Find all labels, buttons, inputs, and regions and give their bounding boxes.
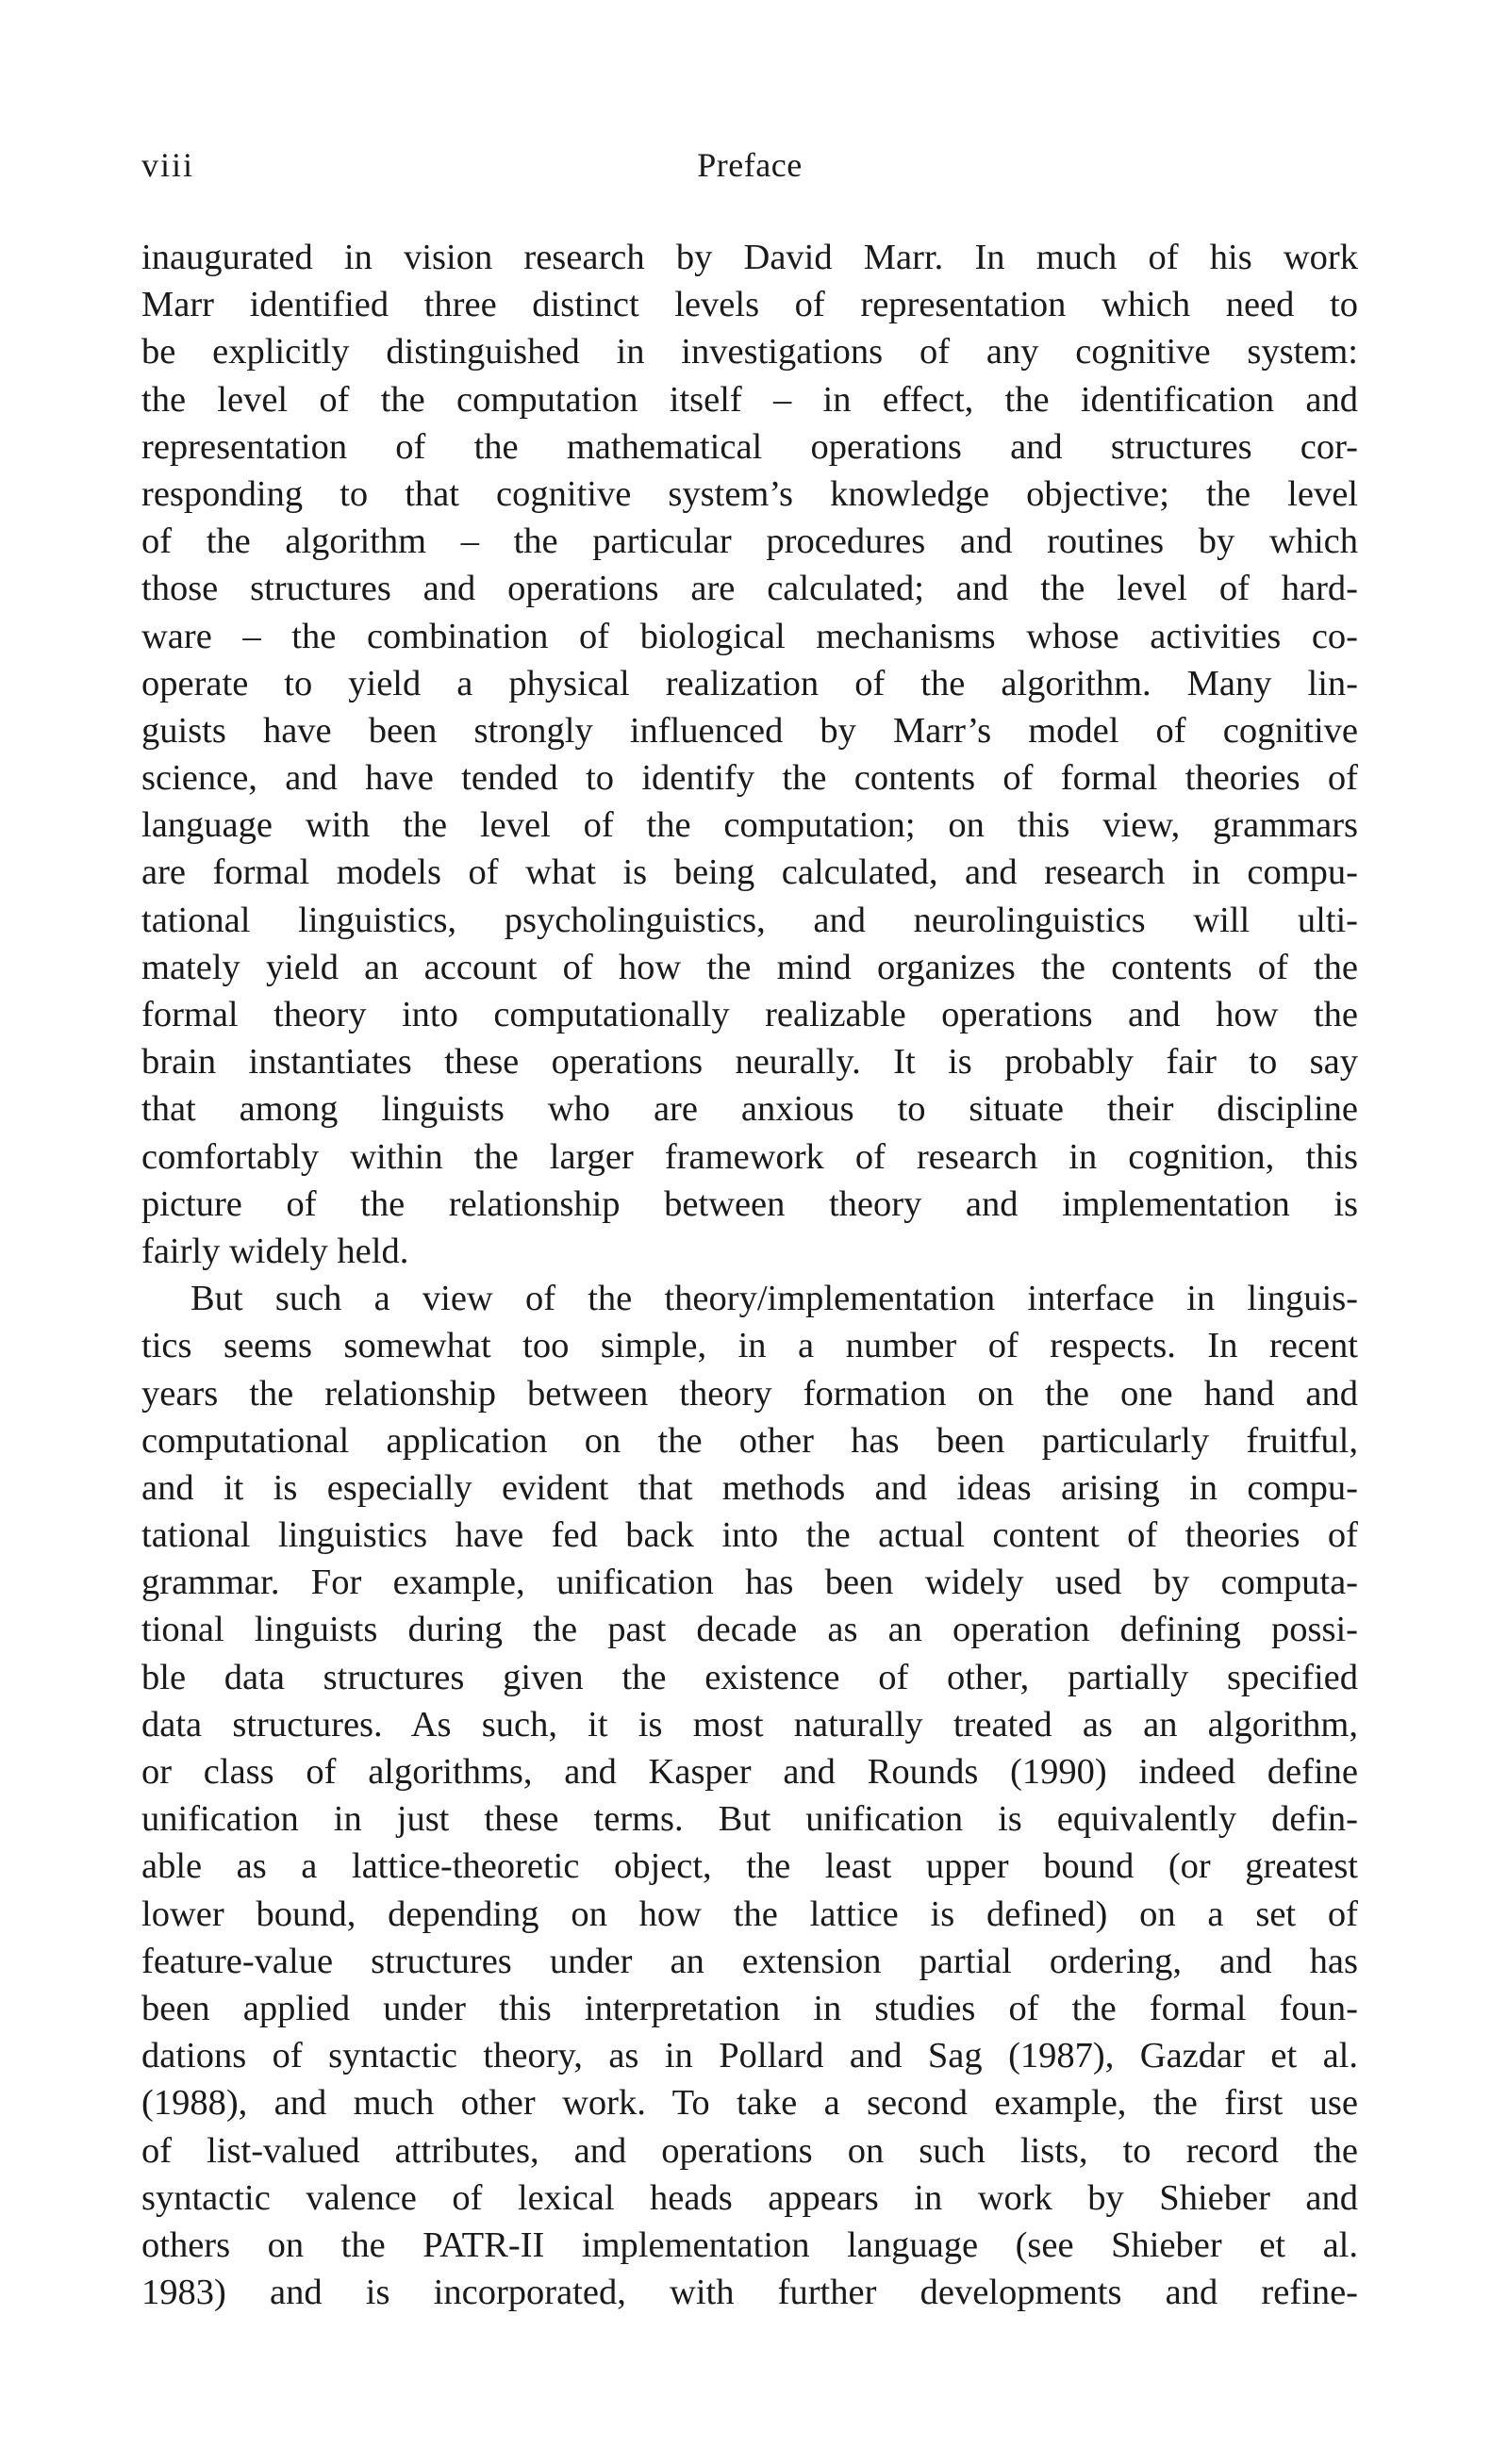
text-line: feature-value structures under an extension partial ordering, and has	[141, 1941, 1358, 1981]
text-line: data structures. As such, it is most naturally treated as an algorithm,	[141, 1704, 1358, 1745]
text-line: of the algorithm – the particular procedures and routines by which	[141, 521, 1358, 562]
text-line: and it is especially evident that methods and ideas arising in compu-	[141, 1467, 1358, 1508]
text-line: guists have been strongly influenced by Marr’s model of cognitive	[141, 710, 1358, 751]
text-line: tational linguistics have fed back into the actual content of theories of	[141, 1515, 1358, 1556]
text-line: others on the PATR-II implementation language (see Shieber et al.	[141, 2224, 1358, 2265]
text-line: tional linguists during the past decade as an operation defining possi-	[141, 1610, 1358, 1650]
text-line: tics seems somewhat too simple, in a number of respects. In recent	[141, 1326, 1358, 1366]
text-line: 1983) and is incorporated, with further developments and refine-	[141, 2273, 1358, 2313]
text-line: grammar. For example, unification has been widely used by computa-	[141, 1563, 1358, 1603]
text-line: syntactic valence of lexical heads appears in work by Shieber and	[141, 2177, 1358, 2218]
text-line: science, and have tended to identify the contents of formal theories of	[141, 758, 1358, 799]
text-line: years the relationship between theory formation on the one hand and	[141, 1373, 1358, 1414]
text-line: that among linguists who are anxious to situate their discipline	[141, 1089, 1358, 1130]
text-line: are formal models of what is being calculated, and research in compu-	[141, 852, 1358, 893]
text-line: operate to yield a physical realization of the algorithm. Many lin-	[141, 663, 1358, 703]
text-line: ble data structures given the existence of other, partially specified	[141, 1657, 1358, 1697]
text-line: representation of the mathematical operations and structures cor-	[141, 426, 1358, 467]
page-number: viii	[141, 146, 195, 184]
paragraph-end-line: fairly widely held.	[141, 1231, 409, 1271]
text-line: computational application on the other has been particularly fruitful,	[141, 1420, 1358, 1461]
running-head	[141, 141, 1358, 189]
text-line: able as a lattice-theoretic object, the least upper bound (or greatest	[141, 1846, 1358, 1887]
body-text	[141, 234, 1358, 2316]
text-line: or class of algorithms, and Kasper and Rounds (1990) indeed define	[141, 1752, 1358, 1792]
text-line: lower bound, depending on how the lattice is defined) on a set of	[141, 1893, 1358, 1934]
text-line: those structures and operations are calculated; and the level of hard-	[141, 569, 1358, 609]
text-line: inaugurated in vision research by David Marr. In much of his work	[141, 238, 1358, 277]
running-title: Preface	[697, 146, 803, 184]
text-line: responding to that cognitive system’s knowledge objective; the level	[141, 473, 1358, 514]
text-line: ware – the combination of biological mechanisms whose activities co-	[141, 616, 1358, 656]
text-line: Marr identified three distinct levels of representation which need to	[141, 285, 1358, 325]
text-line: been applied under this interpretation in studies of the formal foun-	[141, 1988, 1358, 2028]
text-line: unification in just these terms. But unification is equivalently defin-	[141, 1799, 1358, 1840]
text-line: formal theory into computationally realizable operations and how the	[141, 995, 1358, 1034]
text-line: the level of the computation itself – in effect, the identification and	[141, 379, 1358, 420]
text-line: be explicitly distinguished in investigations of any cognitive system:	[141, 332, 1358, 372]
text-line: tational linguistics, psycholinguistics, and neurolinguistics will ulti-	[141, 900, 1358, 940]
text-line: dations of syntactic theory, as in Pollard and Sag (1987), Gazdar et al.	[141, 2036, 1358, 2076]
text-line: of list-valued attributes, and operations on such lists, to record the	[141, 2130, 1358, 2171]
text-line: picture of the relationship between theory and implementation is	[141, 1183, 1358, 1224]
text-line: brain instantiates these operations neurally. It is probably fair to say	[141, 1042, 1358, 1083]
paragraph-start-line: But such a view of the theory/implementation interface in linguis-	[191, 1279, 1358, 1319]
text-line: comfortably within the larger framework of research in cognition, this	[141, 1136, 1358, 1177]
text-line: language with the level of the computation; on this view, grammars	[141, 805, 1358, 846]
text-line: mately yield an account of how the mind organizes the contents of the	[141, 947, 1358, 987]
text-line: (1988), and much other work. To take a second example, the first use	[141, 2083, 1358, 2124]
